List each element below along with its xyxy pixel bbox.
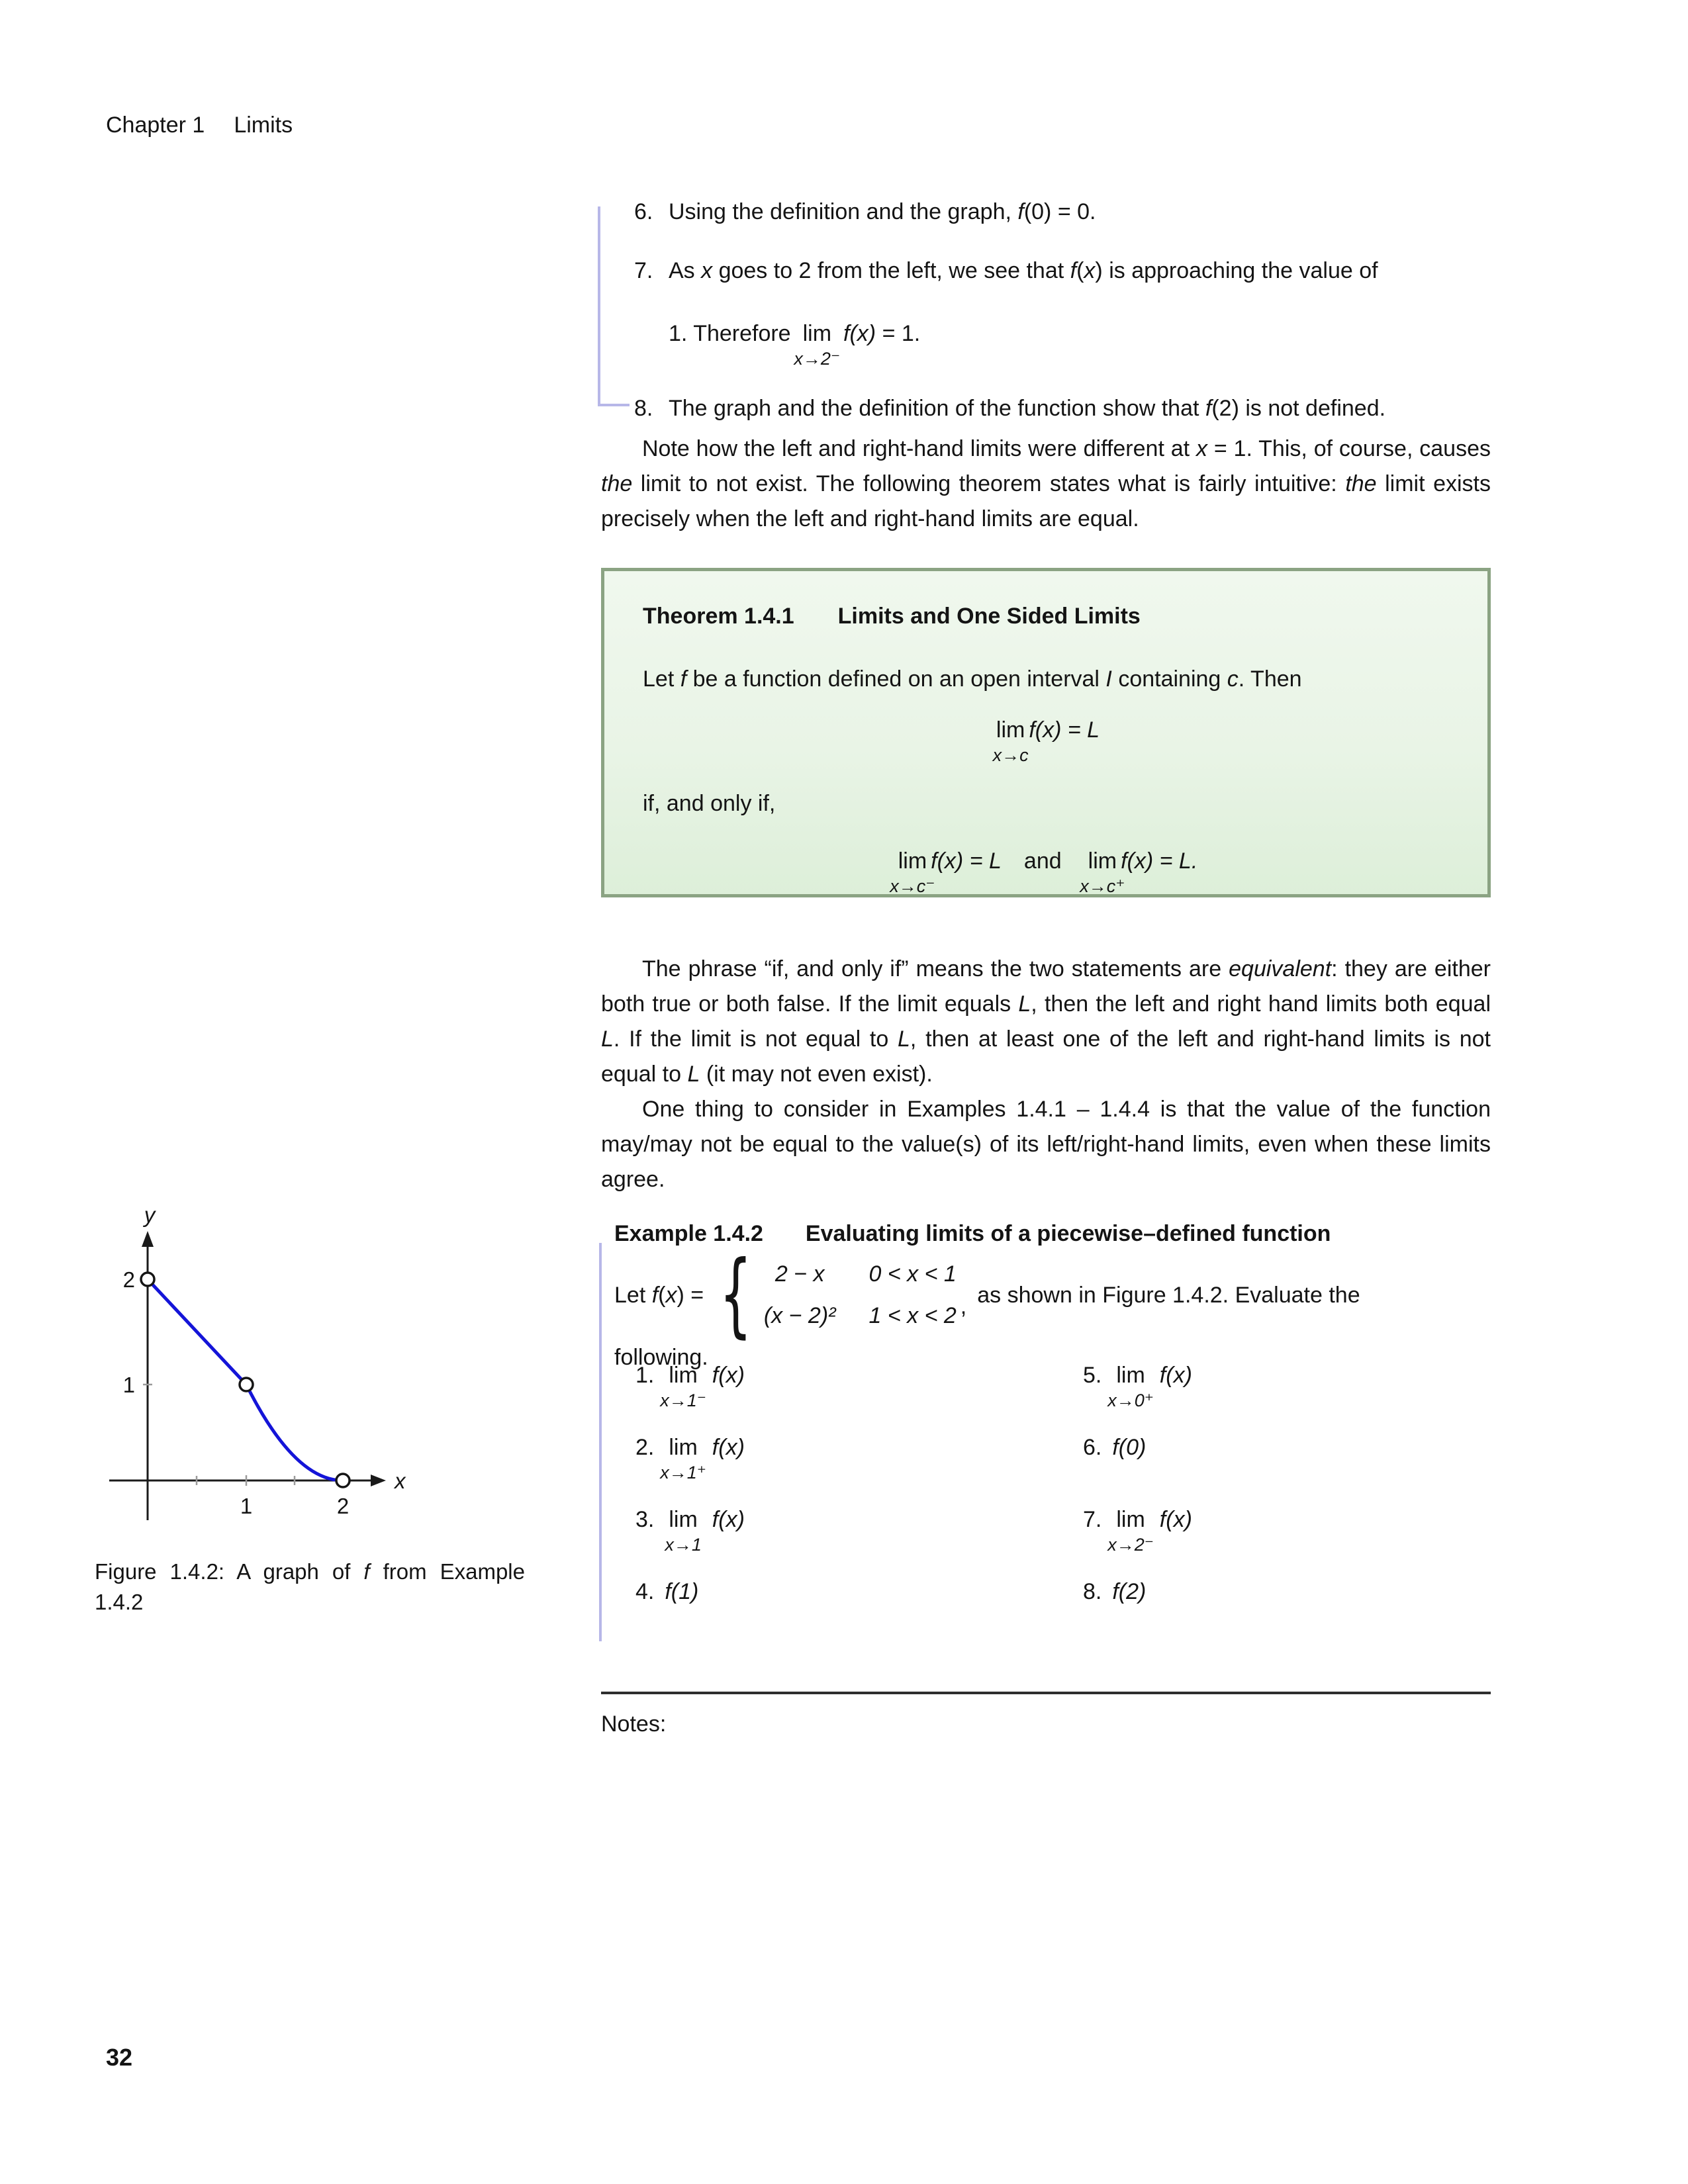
piecewise-definition	[614, 1242, 1491, 1348]
item-text: Using the definition and the graph, f(0) = 0.	[669, 199, 1096, 224]
item-line-math	[669, 316, 1489, 369]
lim-word: lim	[1088, 848, 1117, 874]
formula-expression: f(x) = L	[1029, 717, 1100, 743]
lim-word: lim	[1116, 1507, 1145, 1532]
problem-item	[635, 1502, 1071, 1555]
list-item	[634, 253, 1489, 369]
previous-example-items	[634, 195, 1489, 426]
limit-notation	[1107, 1358, 1154, 1410]
chapter-header	[106, 113, 293, 138]
list-item	[634, 391, 1489, 426]
item-number: 6.	[634, 199, 653, 224]
body-paragraphs	[601, 432, 1491, 537]
theorem-label: Theorem 1.4.1	[643, 604, 794, 629]
theorem-formula-one-sided	[643, 844, 1449, 896]
notes-label: Notes:	[601, 1711, 667, 1737]
lim-word: lim	[669, 1435, 698, 1460]
limit-notation	[665, 1502, 702, 1555]
limit-notation	[660, 1430, 706, 1482]
example-problems	[614, 1358, 1491, 1647]
chapter-label: Chapter 1	[106, 113, 205, 138]
limit-notation	[1107, 1502, 1154, 1555]
theorem-iff-text: if, and only if,	[643, 791, 776, 816]
open-point-1-1	[240, 1378, 253, 1391]
problem-number: 4.	[635, 1579, 655, 1604]
comma: ,	[960, 1294, 967, 1319]
y-tick-label-2: 2	[122, 1267, 135, 1292]
formula-expression: f(x) = L.	[1121, 848, 1198, 874]
lim-word: lim	[898, 848, 927, 874]
paragraph-equivalent: The phrase “if, and only if” means the two statements are equivalent: they are either both true or both false. If the limit equals L, then the left and right hand limits both equal L. If the limit is not equal to L, then at least one of the left and right-hand limits is not equal to L (it may not even exist).	[601, 956, 1491, 1087]
limit-notation	[794, 316, 841, 369]
limit-notation	[660, 1358, 706, 1410]
lim-subscript: x→1⁻	[660, 1390, 706, 1410]
problem-number: 1.	[635, 1363, 655, 1388]
figure-caption: Figure 1.4.2: A graph of f from Example 1.4.2	[95, 1559, 525, 1614]
left-brace: {	[719, 1242, 753, 1348]
case-expression: (x − 2)²	[763, 1303, 836, 1328]
body-paragraphs	[601, 952, 1491, 1197]
example-name: Evaluating limits of a piecewise–defined function	[805, 1221, 1331, 1246]
problem-number: 5.	[1083, 1363, 1102, 1388]
lim-word: lim	[669, 1507, 698, 1532]
lim-subscript: x→c	[992, 745, 1029, 765]
case-expression: 2 − x	[774, 1261, 825, 1287]
x-axis-label: x	[395, 1469, 406, 1493]
definition-lead: Let f(x) =	[614, 1282, 704, 1308]
x-tick-label-2: 2	[336, 1494, 350, 1518]
theorem-formula-limit	[643, 713, 1449, 765]
problem-number: 2.	[635, 1435, 655, 1460]
problem-item	[1083, 1574, 1491, 1610]
piecewise-function-plot	[93, 1191, 543, 1522]
problem-expression: f(0)	[1112, 1435, 1147, 1460]
lim-word: lim	[669, 1363, 698, 1388]
open-point-0-2	[141, 1273, 154, 1286]
lim-word: lim	[802, 321, 832, 346]
problem-expression: f(1)	[665, 1579, 699, 1604]
theorem-title-row	[643, 599, 1449, 634]
case-condition: 0 < x < 1	[868, 1261, 957, 1287]
and-word: and	[1023, 848, 1062, 874]
following-text: following.	[614, 1345, 708, 1370]
problem-item	[1083, 1502, 1491, 1555]
limit-notation	[1080, 844, 1125, 896]
lim-subscript: x→c⁻	[890, 876, 935, 896]
theorem-box	[601, 568, 1491, 897]
paragraph-consider: One thing to consider in Examples 1.4.1 – 1.4.4 is that the value of the function may/may not be equal to the value(s) of its left/right-hand limits, even when these limits agree.	[601, 1097, 1491, 1192]
problem-item	[1083, 1430, 1491, 1465]
problem-number: 7.	[1083, 1507, 1102, 1532]
lim-subscript: x→2⁻	[1107, 1534, 1154, 1555]
problem-item	[1083, 1358, 1491, 1410]
problems-column-2	[1071, 1358, 1491, 1647]
lim-subscript: x→0⁺	[1107, 1390, 1154, 1410]
lim-subscript: x→c⁺	[1080, 876, 1125, 896]
limit-notation	[890, 844, 935, 896]
problem-number: 8.	[1083, 1579, 1102, 1604]
item-text: The graph and the definition of the function show that f(2) is not defined.	[669, 396, 1386, 421]
lim-subscript: x→1	[665, 1534, 702, 1555]
notes-divider	[601, 1692, 1491, 1694]
item-number: 7.	[634, 258, 653, 283]
problem-expression: f(2)	[1112, 1579, 1147, 1604]
problem-expression: f(x)	[712, 1435, 745, 1460]
theorem-name: Limits and One Sided Limits	[837, 604, 1141, 629]
lim-word: lim	[1116, 1363, 1145, 1388]
problem-expression: f(x)	[1159, 1363, 1192, 1388]
x-tick-label-1: 1	[240, 1494, 253, 1518]
item-line: As x goes to 2 from the left, we see that f(x) is approaching the value of	[669, 258, 1378, 283]
problems-column-1	[614, 1358, 1071, 1647]
item-line-expr: f(x) = 1.	[843, 321, 921, 346]
example-end-marker	[598, 206, 630, 406]
note-paragraph: Note how the left and right-hand limits were different at x = 1. This, of course, causes the limit to not exist. The following theorem states what is fairly intuitive: the limit exists precisely when the left and right-hand limits are equal.	[601, 436, 1491, 531]
item-line-text: 1. Therefore	[669, 321, 791, 346]
page-number: 32	[106, 2044, 133, 2071]
limit-notation	[992, 713, 1029, 765]
definition-continuation: as shown in Figure 1.4.2. Evaluate the	[977, 1282, 1360, 1308]
example-margin-bar	[599, 1243, 602, 1641]
problem-number: 3.	[635, 1507, 655, 1532]
formula-expression: f(x) = L	[931, 848, 1002, 874]
problem-item	[635, 1574, 1071, 1610]
list-item	[634, 195, 1489, 230]
y-tick-label-1: 1	[122, 1373, 135, 1397]
figure-graph	[93, 1191, 543, 1522]
problem-number: 6.	[1083, 1435, 1102, 1460]
lim-subscript: x→1⁺	[660, 1462, 706, 1482]
piecewise-cases	[764, 1257, 957, 1334]
problem-item	[635, 1430, 1071, 1482]
example-block	[614, 1216, 1491, 1375]
problem-item	[635, 1358, 1071, 1410]
y-axis-label: y	[144, 1203, 156, 1227]
x-axis-arrow-icon	[371, 1475, 386, 1486]
chapter-title: Limits	[234, 113, 293, 138]
item-text	[669, 253, 1489, 369]
example-label: Example 1.4.2	[614, 1221, 763, 1246]
item-number: 8.	[634, 396, 653, 421]
problem-expression: f(x)	[1159, 1507, 1192, 1532]
lim-subscript: x→2⁻	[794, 348, 841, 369]
case-condition: 1 < x < 2	[868, 1303, 957, 1328]
problem-expression: f(x)	[712, 1507, 745, 1532]
problem-expression: f(x)	[712, 1363, 745, 1388]
theorem-body: Let f be a function defined on an open interval I containing c. Then	[643, 666, 1302, 692]
y-axis-arrow-icon	[142, 1231, 154, 1247]
lim-word: lim	[996, 717, 1025, 743]
open-point-2-0	[336, 1474, 350, 1487]
